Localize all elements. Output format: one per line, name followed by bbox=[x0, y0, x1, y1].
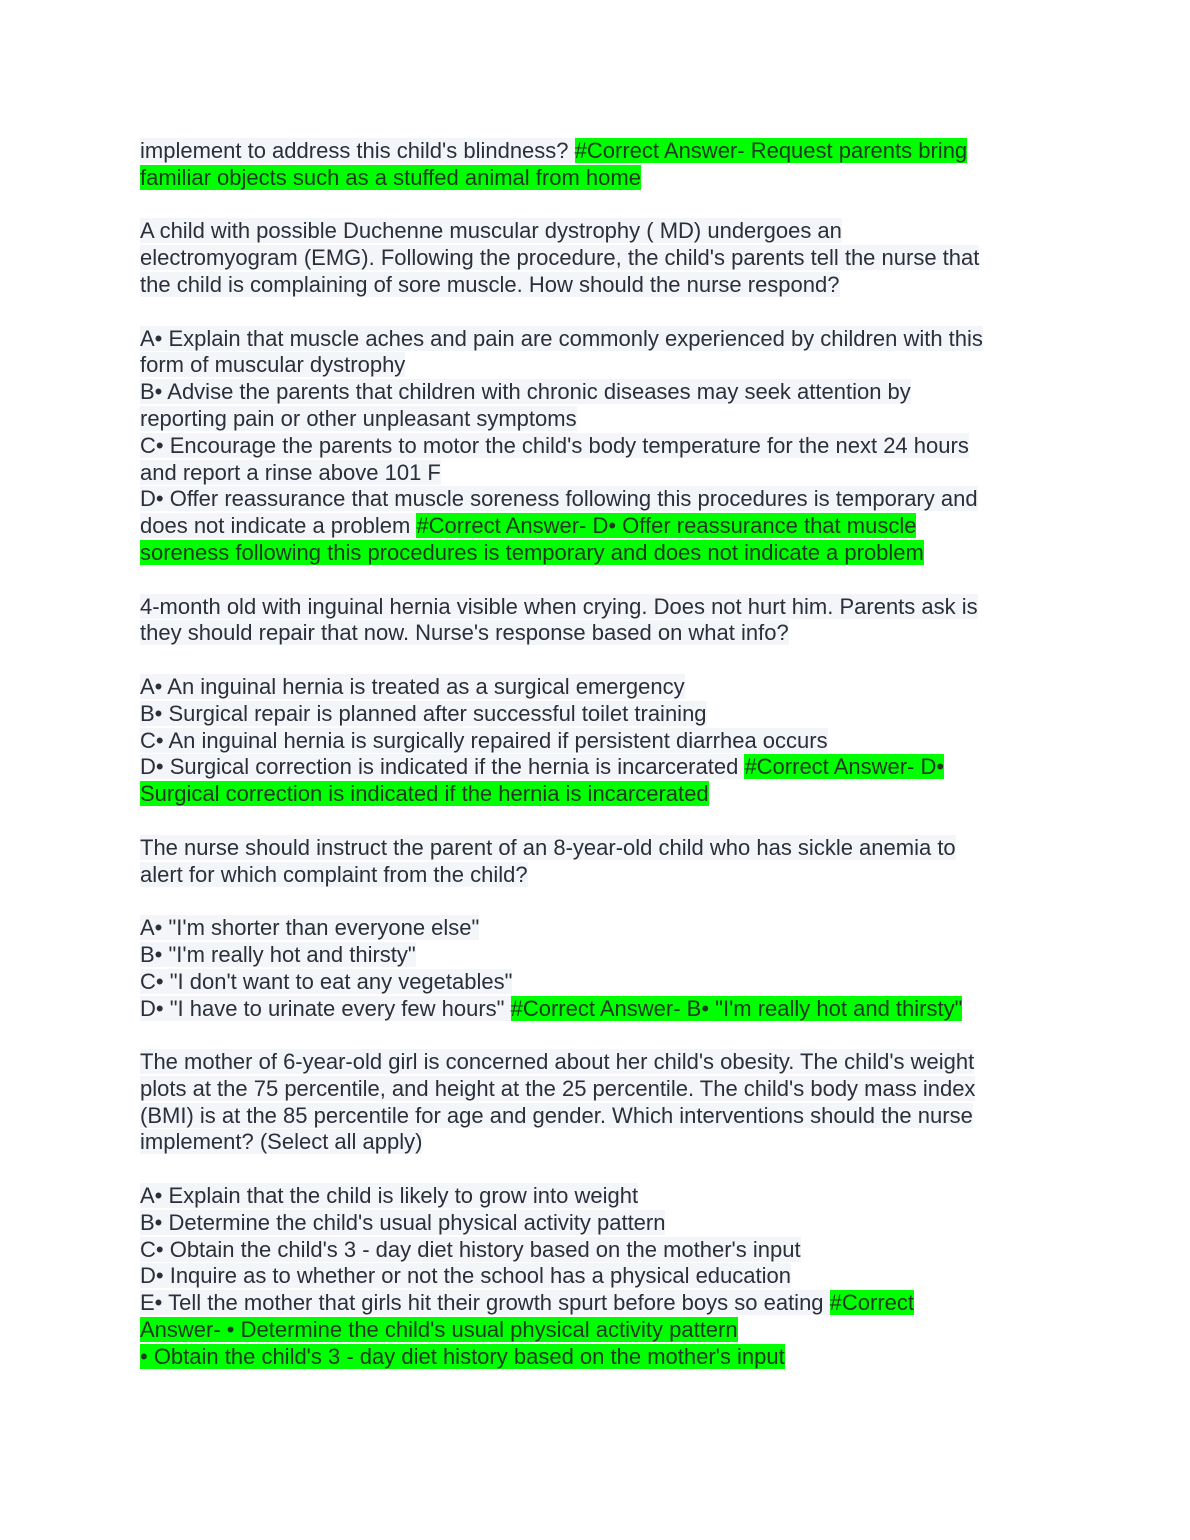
paragraph bbox=[140, 1049, 1040, 1156]
text-segment: C• "I don't want to eat any vegetables" bbox=[140, 968, 513, 994]
text-segment: A• "I'm shorter than everyone else" bbox=[140, 915, 480, 941]
text-segment: C• An inguinal hernia is surgically repaired if persistent diarrhea occurs bbox=[140, 727, 828, 753]
text-segment: form of muscular dystrophy bbox=[140, 352, 406, 378]
text-segment: 4-month old with inguinal hernia visible when crying. Does not hurt him. Parents ask is bbox=[140, 593, 978, 619]
text-line bbox=[140, 996, 1040, 1023]
text-line bbox=[140, 540, 1040, 567]
paragraph bbox=[140, 218, 1040, 298]
text-segment: D• Surgical correction is indicated if the hernia is incarcerated bbox=[140, 754, 745, 780]
text-line bbox=[140, 1103, 1040, 1130]
text-segment: B• "I'm really hot and thirsty" bbox=[140, 941, 416, 967]
text-segment: A• Explain that muscle aches and pain are commonly experienced by children with this bbox=[140, 325, 983, 351]
text-line bbox=[140, 754, 1040, 781]
text-segment: D• Offer reassurance that muscle soreness following this procedures is temporary and bbox=[140, 486, 978, 512]
text-segment: The mother of 6-year-old girl is concerned about her child's obesity. The child's weight bbox=[140, 1049, 975, 1075]
text-segment: E• Tell the mother that girls hit their growth spurt before boys so eating bbox=[140, 1290, 830, 1316]
text-line bbox=[140, 379, 1040, 406]
text-line bbox=[140, 165, 1040, 192]
text-line bbox=[140, 1049, 1040, 1076]
text-line bbox=[140, 433, 1040, 460]
text-line bbox=[140, 781, 1040, 808]
correct-answer-highlight: #Correct Answer- B• "I'm really hot and thirsty" bbox=[510, 995, 963, 1021]
text-line bbox=[140, 1183, 1040, 1210]
paragraph bbox=[140, 835, 1040, 889]
text-line bbox=[140, 1210, 1040, 1237]
correct-answer-highlight: Answer- • Determine the child's usual physical activity pattern bbox=[140, 1317, 738, 1343]
text-segment: D• Inquire as to whether or not the school has a physical education bbox=[140, 1263, 791, 1289]
text-line bbox=[140, 486, 1040, 513]
text-segment: D• "I have to urinate every few hours" bbox=[140, 995, 511, 1021]
text-segment: alert for which complaint from the child? bbox=[140, 861, 528, 887]
text-line bbox=[140, 513, 1040, 540]
text-line bbox=[140, 701, 1040, 728]
text-line bbox=[140, 460, 1040, 487]
text-segment: A• An inguinal hernia is treated as a surgical emergency bbox=[140, 673, 685, 699]
correct-answer-highlight: • Obtain the child's 3 - day diet history based on the mother's input bbox=[140, 1343, 785, 1369]
text-segment: implement? (Select all apply) bbox=[140, 1129, 423, 1155]
text-line bbox=[140, 915, 1040, 942]
text-line bbox=[140, 1129, 1040, 1156]
text-segment: B• Surgical repair is planned after successful toilet training bbox=[140, 700, 707, 726]
text-segment: plots at the 75 percentile, and height at the 25 percentile. The child's body mass index bbox=[140, 1075, 976, 1101]
text-line bbox=[140, 245, 1040, 272]
text-segment: C• Obtain the child's 3 - day diet history based on the mother's input bbox=[140, 1236, 801, 1262]
text-line bbox=[140, 1317, 1040, 1344]
text-segment: does not indicate a problem bbox=[140, 513, 417, 539]
text-line bbox=[140, 674, 1040, 701]
correct-answer-highlight: #Correct Answer- Request parents bring bbox=[574, 138, 968, 163]
text-segment: A child with possible Duchenne muscular dystrophy ( MD) undergoes an bbox=[140, 218, 842, 244]
text-line bbox=[140, 1344, 1040, 1371]
text-line bbox=[140, 1263, 1040, 1290]
text-line bbox=[140, 352, 1040, 379]
correct-answer-highlight: #Correct Answer- D• Offer reassurance that muscle bbox=[416, 513, 917, 539]
text-line bbox=[140, 594, 1040, 621]
text-segment: and report a rinse above 101 F bbox=[140, 459, 441, 485]
text-line bbox=[140, 406, 1040, 433]
text-line bbox=[140, 1290, 1040, 1317]
correct-answer-highlight: #Correct Answer- D• bbox=[744, 754, 945, 780]
paragraph bbox=[140, 326, 1040, 567]
text-line bbox=[140, 942, 1040, 969]
text-segment: (BMI) is at the 85 percentile for age and gender. Which interventions should the nurse bbox=[140, 1102, 973, 1128]
correct-answer-highlight: Surgical correction is indicated if the hernia is incarcerated bbox=[140, 781, 709, 807]
document-page bbox=[140, 138, 1040, 1397]
paragraph bbox=[140, 674, 1040, 808]
text-segment: B• Advise the parents that children with chronic diseases may seek attention by bbox=[140, 379, 911, 405]
text-segment: they should repair that now. Nurse's response based on what info? bbox=[140, 620, 789, 646]
text-segment: reporting pain or other unpleasant symptoms bbox=[140, 405, 577, 431]
paragraph bbox=[140, 594, 1040, 648]
correct-answer-highlight: familiar objects such as a stuffed animal from home bbox=[140, 164, 641, 190]
correct-answer-highlight: soreness following this procedures is temporary and does not indicate a problem bbox=[140, 539, 924, 565]
text-line bbox=[140, 835, 1040, 862]
text-line bbox=[140, 969, 1040, 996]
text-segment: electromyogram (EMG). Following the procedure, the child's parents tell the nurse that bbox=[140, 245, 980, 271]
text-line bbox=[140, 326, 1040, 353]
text-segment: B• Determine the child's usual physical activity pattern bbox=[140, 1209, 666, 1235]
text-line bbox=[140, 218, 1040, 245]
text-line bbox=[140, 620, 1040, 647]
text-line bbox=[140, 728, 1040, 755]
correct-answer-highlight: #Correct bbox=[829, 1290, 915, 1316]
text-segment: A• Explain that the child is likely to grow into weight bbox=[140, 1183, 639, 1209]
text-line bbox=[140, 138, 1040, 165]
text-segment: C• Encourage the parents to motor the child's body temperature for the next 24 hours bbox=[140, 432, 969, 458]
paragraph bbox=[140, 1183, 1040, 1371]
text-segment: the child is complaining of sore muscle. How should the nurse respond? bbox=[140, 271, 840, 297]
paragraph bbox=[140, 915, 1040, 1022]
text-line bbox=[140, 1076, 1040, 1103]
text-line bbox=[140, 862, 1040, 889]
paragraph bbox=[140, 138, 1040, 192]
text-line bbox=[140, 272, 1040, 299]
text-line bbox=[140, 1237, 1040, 1264]
text-segment: The nurse should instruct the parent of an 8-year-old child who has sickle anemia to bbox=[140, 834, 956, 860]
text-segment: implement to address this child's blindness? bbox=[140, 138, 575, 163]
